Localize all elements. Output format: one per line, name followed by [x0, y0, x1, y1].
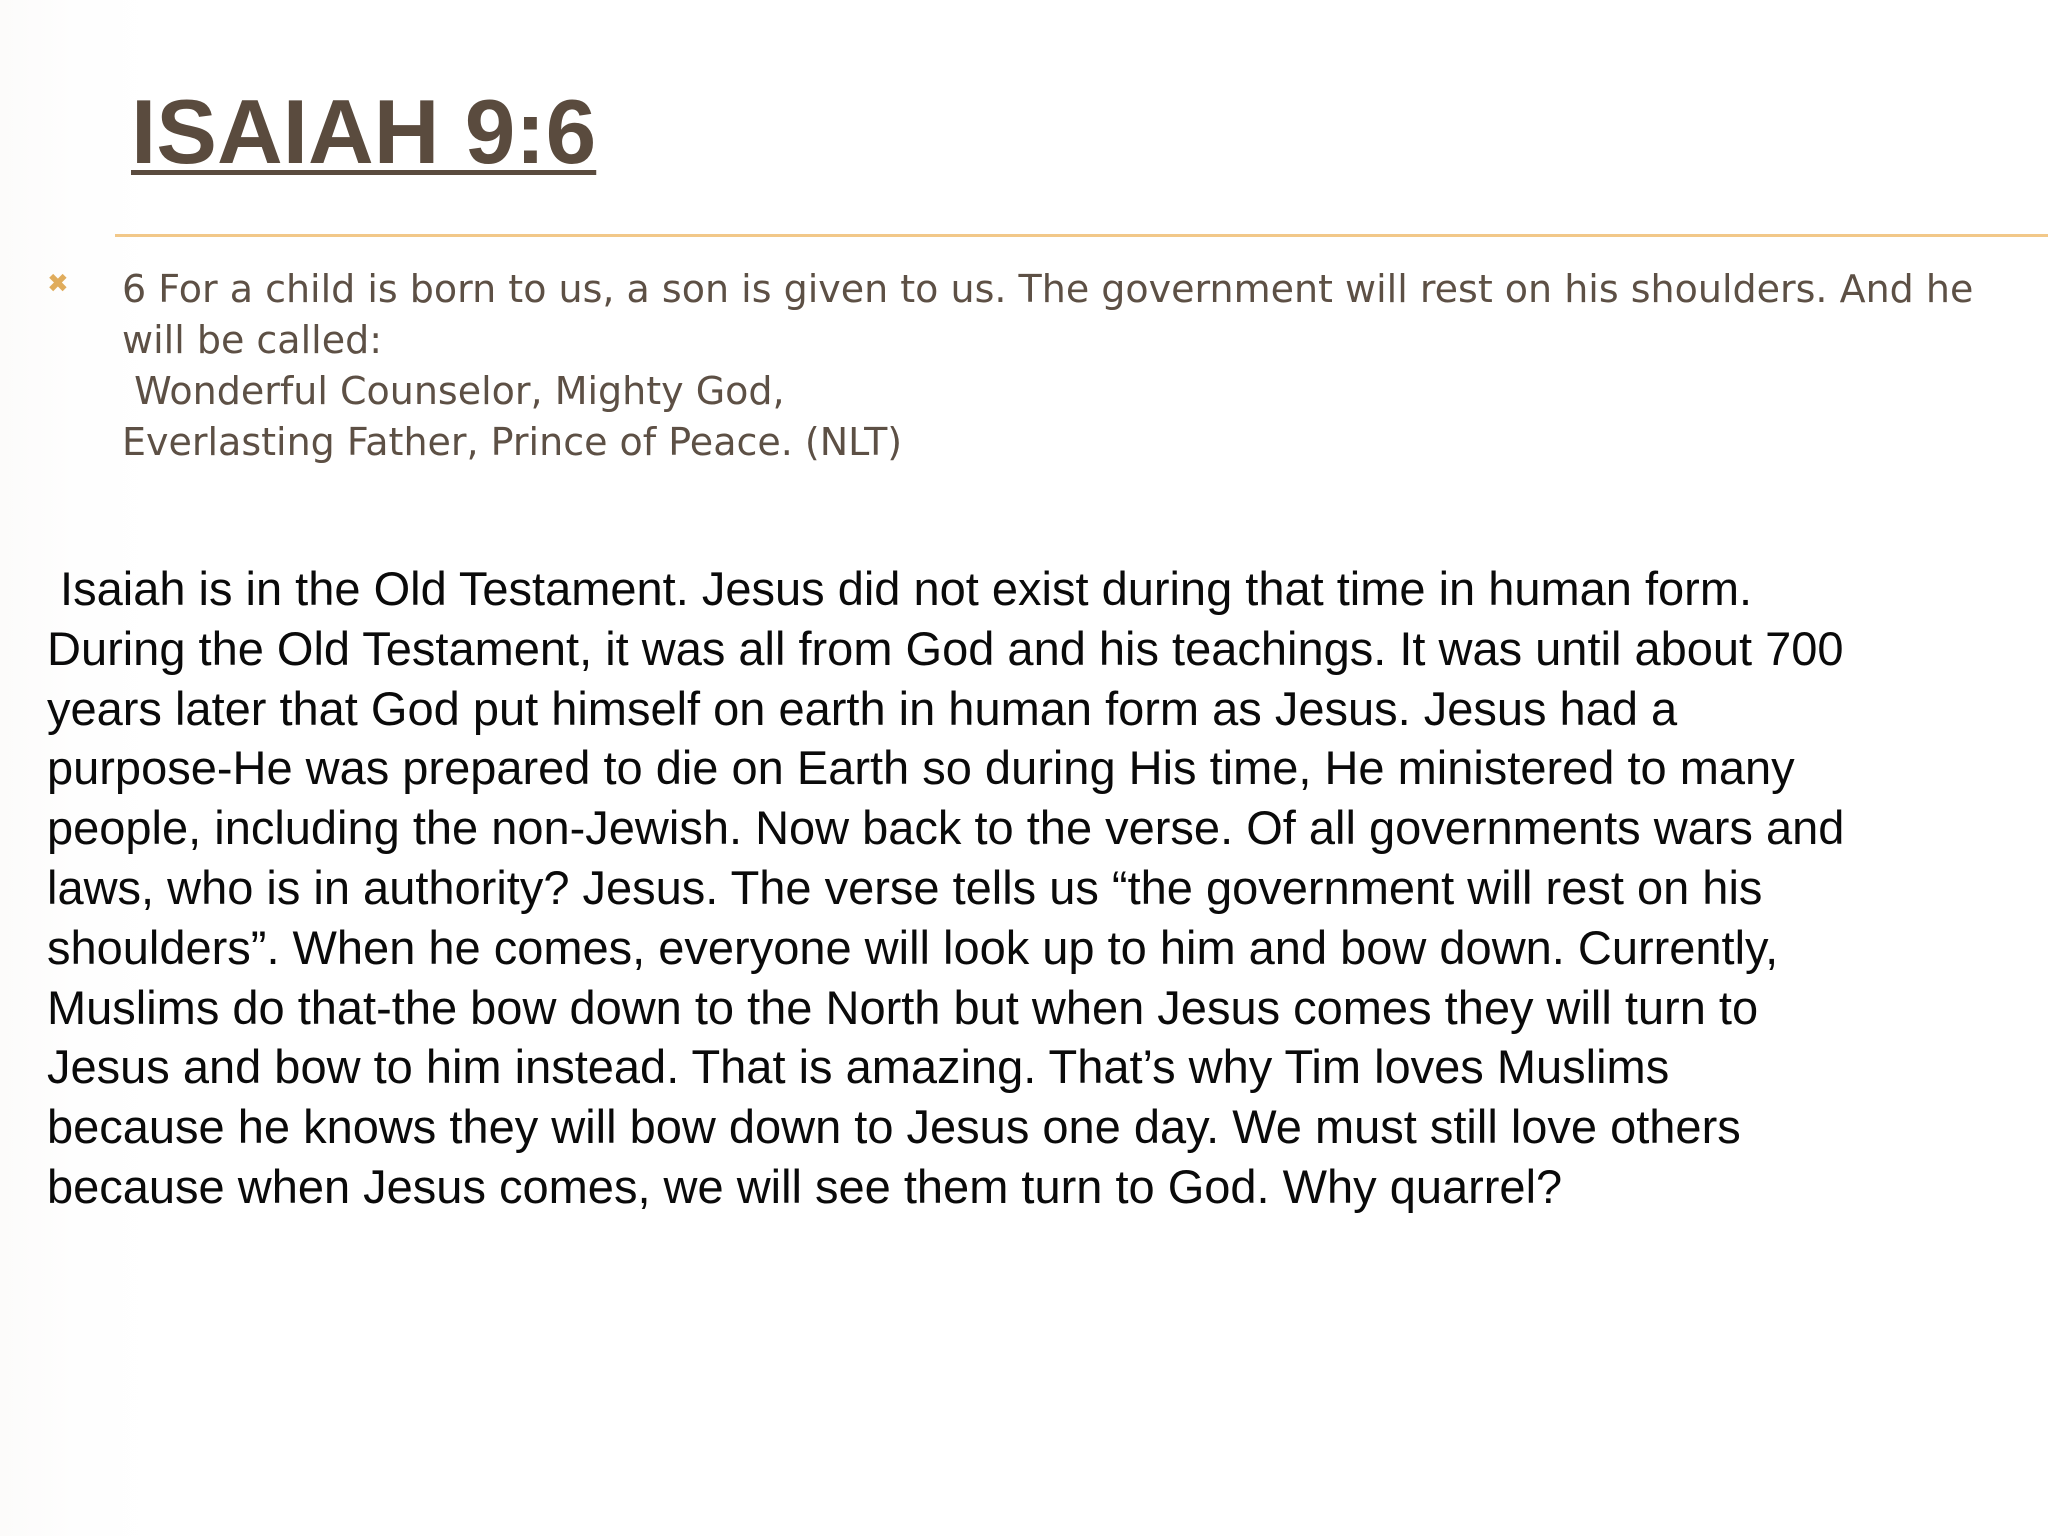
- commentary-line: Isaiah is in the Old Testament. Jesus did not exist during that time in human form.: [47, 562, 1753, 615]
- commentary-line: Muslims do that-the bow down to the North but when Jesus comes they will turn to: [47, 980, 1759, 1034]
- commentary-line: purpose-He was prepared to die on Earth so during His time, He ministered to many: [47, 741, 1795, 795]
- commentary-line: laws, who is in authority? Jesus. The verse tells us “the government will rest on his: [47, 860, 1763, 914]
- title-divider: [115, 234, 2048, 237]
- commentary-line: Jesus and bow to him instead. That is amazing. That’s why Tim loves Muslims: [47, 1040, 1670, 1094]
- verse-line: will be called:: [122, 318, 383, 362]
- verse-text: [122, 264, 2022, 468]
- x-bullet-icon: ✖: [47, 269, 69, 299]
- verse-line: Wonderful Counselor, Mighty God,: [122, 369, 785, 413]
- commentary-line: years later that God put himself on earth in human form as Jesus. Jesus had a: [47, 681, 1678, 735]
- commentary-line: During the Old Testament, it was all from God and his teachings. It was until about 700: [47, 621, 1844, 675]
- commentary-line: shoulders”. When he comes, everyone will look up to him and bow down. Currently,: [47, 920, 1779, 974]
- commentary-line: people, including the non-Jewish. Now back to the verse. Of all governments wars and: [47, 801, 1845, 855]
- verse-line: 6 For a child is born to us, a son is given to us. The government will rest on his shoulders. And he: [122, 267, 1974, 311]
- verse-line: Everlasting Father, Prince of Peace. (NLT): [122, 420, 903, 464]
- slide-title: ISAIAH 9:6: [131, 82, 597, 183]
- commentary-line: because when Jesus comes, we will see them turn to God. Why quarrel?: [47, 1159, 1563, 1213]
- commentary-line: because he knows they will bow down to Jesus one day. We must still love others: [47, 1100, 1741, 1154]
- commentary-text: [47, 559, 2037, 1217]
